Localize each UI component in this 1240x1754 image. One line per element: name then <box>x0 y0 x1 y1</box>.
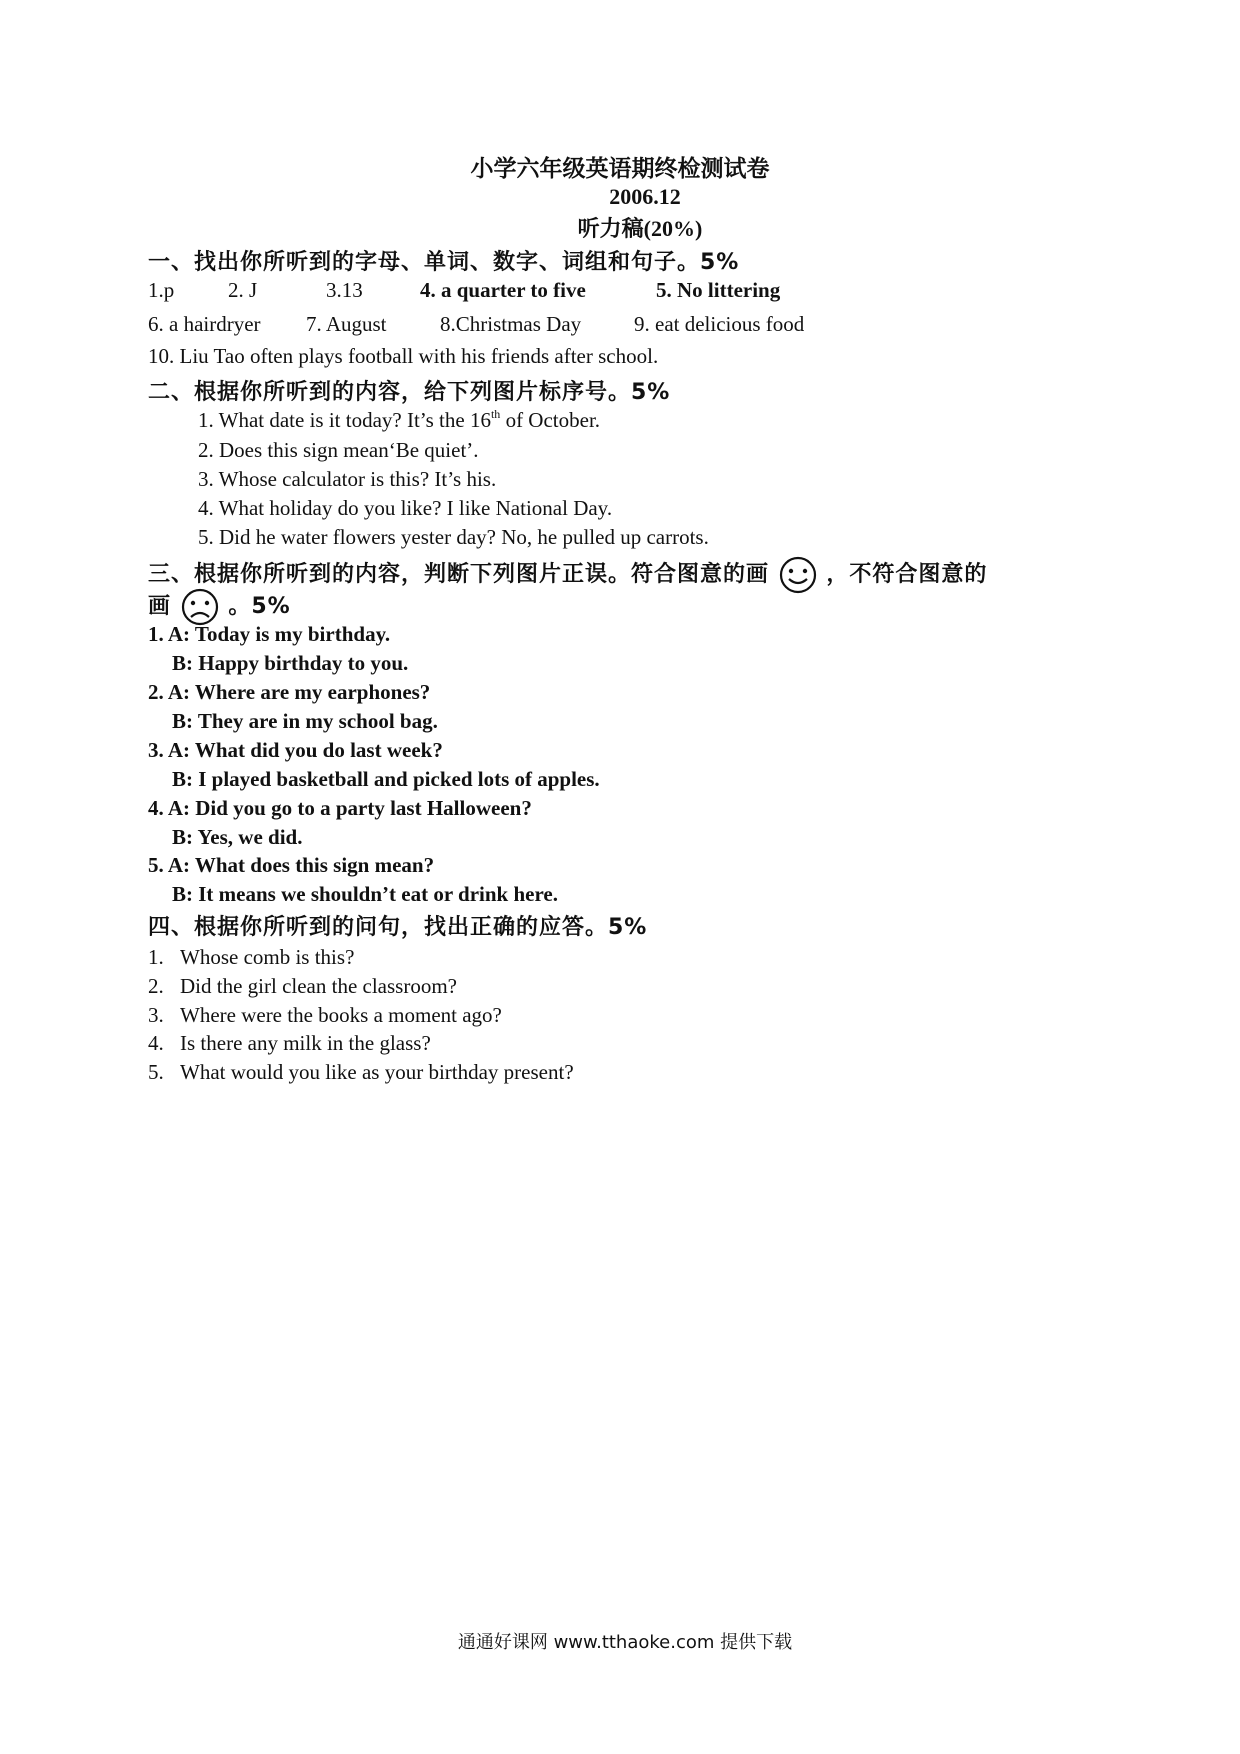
s4-question-5-number: 5. <box>148 1060 164 1084</box>
s1-item-3: 3.13 <box>326 278 363 302</box>
s4-question-3-text: Where were the books a moment ago? <box>180 1003 502 1027</box>
s4-question-1-text: Whose comb is this? <box>180 945 355 969</box>
s1-item-8: 8.Christmas Day <box>440 312 582 336</box>
s3-dialogue-2-a: 2. A: Where are my earphones? <box>148 680 431 704</box>
s4-question-4-text: Is there any milk in the glass? <box>180 1031 431 1055</box>
s1-item-5: 5. No littering <box>656 278 781 302</box>
s1-item-9: 9. eat delicious food <box>634 312 805 336</box>
s2-item-5: 5. Did he water flowers yester day? No, he pulled up carrots. <box>198 525 709 549</box>
section3-heading-line2 <box>148 588 291 626</box>
footer-credit: 通通好课网 www.tthaoke.com 提供下载 <box>457 1632 793 1653</box>
page-title: 小学六年级英语期终检测试卷 <box>470 156 770 181</box>
s2-item-4: 4. What holiday do you like? I like National Day. <box>198 496 613 520</box>
s3-dialogue-3-b: B: I played basketball and picked lots of apples. <box>172 767 600 791</box>
section2-heading: 二、根据你所听到的内容，给下列图片标序号。5% <box>148 380 671 405</box>
s3-dialogue-1-a: 1. A: Today is my birthday. <box>148 622 391 646</box>
s2-item-1-text: 1. What date is it today? It’s the 16 <box>198 408 491 432</box>
section3-heading-b: ，不符合图意的 <box>826 562 988 587</box>
s4-question-4 <box>148 1031 431 1056</box>
section4-heading: 四、根据你所听到的问句，找出正确的应答。5% <box>148 915 648 940</box>
s4-question-2 <box>148 974 457 999</box>
s3-dialogue-4-b: B: Yes, we did. <box>172 825 303 849</box>
section3-heading-a: 三、根据你所听到的内容，判断下列图片正误。符合图意的画 <box>148 562 770 587</box>
exam-date: 2006.12 <box>609 184 681 209</box>
section1-heading: 一、找出你所听到的字母、单词、数字、词组和句子。5% <box>148 250 740 275</box>
s1-item-10: 10. Liu Tao often plays football with his friends after school. <box>148 344 659 368</box>
s4-question-3-number: 3. <box>148 1003 164 1027</box>
s3-dialogue-1-b: B: Happy birthday to you. <box>172 651 409 675</box>
s2-item-1 <box>198 408 600 433</box>
section3-heading-d: 。5% <box>228 594 291 619</box>
s3-dialogue-5-b: B: It means we shouldn’t eat or drink here. <box>172 882 558 906</box>
s2-item-2: 2. Does this sign mean‘Be quiet’. <box>198 438 479 462</box>
s4-question-5-text: What would you like as your birthday present? <box>180 1060 574 1084</box>
s4-question-1 <box>148 945 354 970</box>
s3-dialogue-3-a: 3. A: What did you do last week? <box>148 738 443 762</box>
s4-question-1-number: 1. <box>148 945 164 969</box>
s2-item-1-text-end: of October. <box>500 408 601 432</box>
s2-item-3: 3. Whose calculator is this? It’s his. <box>198 467 497 491</box>
s1-item-6: 6. a hairdryer <box>148 312 261 336</box>
s1-item-7: 7. August <box>306 312 387 336</box>
s2-item-1-sup: th <box>490 407 501 421</box>
s3-dialogue-5-a: 5. A: What does this sign mean? <box>148 853 435 877</box>
s4-question-2-number: 2. <box>148 974 164 998</box>
s1-item-4: 4. a quarter to five <box>420 278 586 302</box>
smiley-face-icon <box>778 556 818 594</box>
s1-item-2: 2. J <box>228 278 258 302</box>
s4-question-4-number: 4. <box>148 1031 164 1055</box>
s4-question-3 <box>148 1003 502 1028</box>
s3-dialogue-4-a: 4. A: Did you go to a party last Halloween? <box>148 796 532 820</box>
s3-dialogue-2-b: B: They are in my school bag. <box>172 709 438 733</box>
section3-heading-c: 画 <box>148 594 172 619</box>
frowning-face-icon <box>180 588 220 626</box>
s4-question-5 <box>148 1060 574 1085</box>
s1-item-1: 1.p <box>148 278 175 302</box>
s4-question-2-text: Did the girl clean the classroom? <box>180 974 457 998</box>
page-subtitle: 听力稿(20%) <box>577 216 703 241</box>
